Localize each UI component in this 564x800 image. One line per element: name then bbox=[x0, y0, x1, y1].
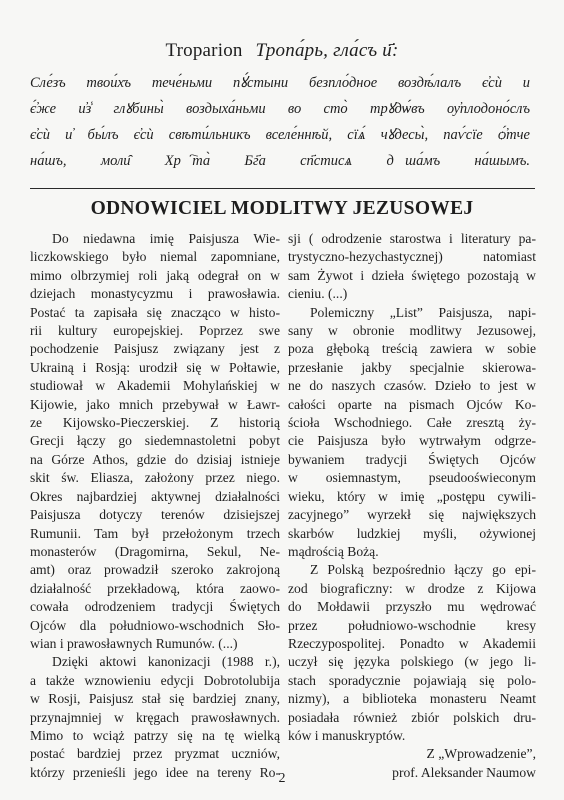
text-line: Rumunii. Tam był przełożonym trzech bbox=[30, 525, 280, 541]
text-line: cieniu. (...) bbox=[288, 286, 348, 302]
text-line: skarbów ludzkiej myśli, ożywionej bbox=[288, 525, 536, 541]
text-line: ków i manuskryptów. bbox=[288, 727, 406, 743]
text-line: całości oparte na pismach Ojców Ko- bbox=[288, 396, 536, 412]
troparion-label: Troparion bbox=[165, 40, 243, 61]
troparion-line: на́шъ, моли̑ Хрⷭ҇та̀ Бг҃а сп҃стисѧ дꙋша́мъ на́шымъ. bbox=[30, 153, 530, 169]
page-number: 2 bbox=[278, 771, 286, 786]
text-line: trystyczno-hezychastycznej) natomiast bbox=[288, 249, 536, 265]
article-title: ODNOWICIEL MODLITWY JEZUSOWEJ bbox=[90, 198, 474, 219]
section-divider bbox=[30, 188, 535, 189]
text-line: rii kultury europejskiej. Poprzez swe bbox=[30, 323, 280, 339]
text-line: sany w obronie modlitwy Jezusowej, bbox=[288, 323, 536, 339]
attribution-author: prof. Aleksander Naumow bbox=[392, 764, 536, 780]
text-line: działalność przekładową, która zaowo- bbox=[30, 580, 280, 596]
text-line: Paisjusza dotyczy terenów dzisiejszej bbox=[30, 507, 280, 523]
text-line: ścioła Wschodniego. Całe zresztą ży- bbox=[288, 415, 536, 431]
text-line: Z Polską bezpośrednio łączy go epi- bbox=[310, 562, 536, 578]
text-line: Ukrainą i Rosją: urodził się w Połtawie, bbox=[30, 359, 280, 375]
text-line: a także wznowieniu edycji Dobrotolubija bbox=[30, 672, 280, 688]
text-line: uczył się języka polskiego (w jego li- bbox=[288, 654, 536, 670]
text-line: ne do naszych czasów. Dzieło to jest w bbox=[288, 378, 536, 394]
text-line: przesłanie jakby specjalnie skierowa- bbox=[288, 359, 536, 375]
text-line: Dzięki aktowi kanonizacji (1988 r.), bbox=[52, 654, 280, 670]
text-line: Mimo to wciąż patrzy się na tę wielką bbox=[30, 727, 280, 743]
text-line: wian i prawosławnych Rumunów. (...) bbox=[30, 635, 238, 651]
text-line: mimo olbrzymiej roli jaką odegrał on w bbox=[30, 267, 280, 283]
text-line: Kijowie, jako mnich przebywał w Ławr- bbox=[30, 396, 280, 412]
text-line: skit św. Eliasza, założony przez niego. bbox=[30, 470, 280, 486]
text-line: do Mołdawii przyszło mu wędrować bbox=[288, 599, 536, 615]
text-line: Rzeczypospolitej. Ponadto w Akademii bbox=[288, 635, 536, 651]
text-line: na Górze Athos, gdzie do dzisiaj istnieje bbox=[30, 451, 280, 467]
troparion-slavonic-title: Тропа́рь, гла́съ и҃: bbox=[255, 40, 399, 61]
text-line: nizmy), a biblioteka monasteru Neamt bbox=[288, 691, 536, 707]
text-line: liczkowskiego było niemal zapomniane, bbox=[30, 249, 280, 265]
attribution-source: Z „Wprowadzenie”, bbox=[426, 746, 536, 762]
troparion-line: Сле́зъ твои́хъ тече́ньми пꙋ́стыни безпло́дное воздѣ́лалъ є҆сѝ и҆ bbox=[30, 75, 530, 91]
troparion-text bbox=[30, 70, 530, 174]
article-right-column bbox=[288, 230, 536, 782]
text-line: sam Żywot i dzieła świętego pozostają w bbox=[288, 267, 536, 283]
text-line: zod biograficzny: w drodze z Kijowa bbox=[288, 580, 536, 596]
text-line: posiadała również zbiór polskich dru- bbox=[288, 709, 536, 725]
troparion-line: є҆сѝ и҆ бы́лъ є҆сѝ свѣти́льникъ вселе́ннѣй, сїѧ́ чꙋдесы̀, паѵ́сїе ѻ҆́тче bbox=[30, 127, 530, 143]
text-line: wieku, który w imię „postępu cywili- bbox=[288, 488, 536, 504]
text-line: w osiemnastym, pseudooświeconym bbox=[288, 470, 536, 486]
text-line: bywaniem tradycji Świętych Ojców bbox=[288, 451, 536, 467]
article-left-column bbox=[30, 230, 280, 782]
text-line: amt) oraz prowadził szeroko zakrojoną bbox=[30, 562, 280, 578]
text-line: Do niedawna imię Paisjusza Wie- bbox=[52, 231, 280, 246]
text-line: stach sporadycznie pojawiają się polo- bbox=[288, 672, 536, 688]
text-line: Postać ta zapisała się znacząco w histo- bbox=[30, 304, 280, 320]
text-line: którzy przenieśli jego idee na tereny Ro- bbox=[30, 764, 280, 780]
text-line: Ojców dla południowo-wschodnich Sło- bbox=[30, 617, 280, 633]
text-line: sji ( odrodzenie starostwa i literatury pa- bbox=[288, 231, 536, 246]
text-line: w Rosji, Paisjusz stał się bardziej znany, bbox=[30, 691, 280, 707]
text-line: przynajmniej w kręgach prawosławnych. bbox=[30, 709, 280, 725]
troparion-heading bbox=[0, 40, 564, 62]
text-line: mądrością Bożą. bbox=[288, 543, 379, 559]
text-line: dziejach monastycyzmu i prawosławia. bbox=[30, 286, 280, 302]
text-line: zacyjnego” wyrzekł się największych bbox=[288, 507, 536, 523]
text-line: przez południowo-wschodnie kresy bbox=[288, 617, 536, 633]
text-line: pochodzenie Paisjusz związany jest z bbox=[30, 341, 280, 357]
text-line: studiował w Akademii Mohylańskiej w bbox=[30, 378, 280, 394]
text-line: Polemiczny „List” Paisjusza, napi- bbox=[310, 304, 536, 320]
troparion-line: є҆́же и҆з̾ глꙋбины̀ воздыха́ньми во сто̀ трꙋдѡ́въ ѹ҆плодоно́слъ bbox=[30, 101, 530, 117]
text-line: poza głęboką treścią zawiera w sobie bbox=[288, 341, 536, 357]
text-line: Grecji łączy go siedemnastoletni pobyt bbox=[30, 433, 280, 449]
text-line: Okres najbardziej aktywnej działalności bbox=[30, 488, 280, 504]
text-line: ze Kijowsko-Pieczerskiej. Z historią bbox=[30, 415, 280, 431]
text-line: postać bardziej przez pryzmat uczniów, bbox=[30, 746, 280, 762]
text-line: monasterów (Dragomirna, Sekul, Ne- bbox=[30, 543, 280, 559]
text-line: cowała odrodzeniem tradycji Świętych bbox=[30, 599, 280, 615]
text-line: cie Paisjusza było wytrwałym odgrze- bbox=[288, 433, 536, 449]
